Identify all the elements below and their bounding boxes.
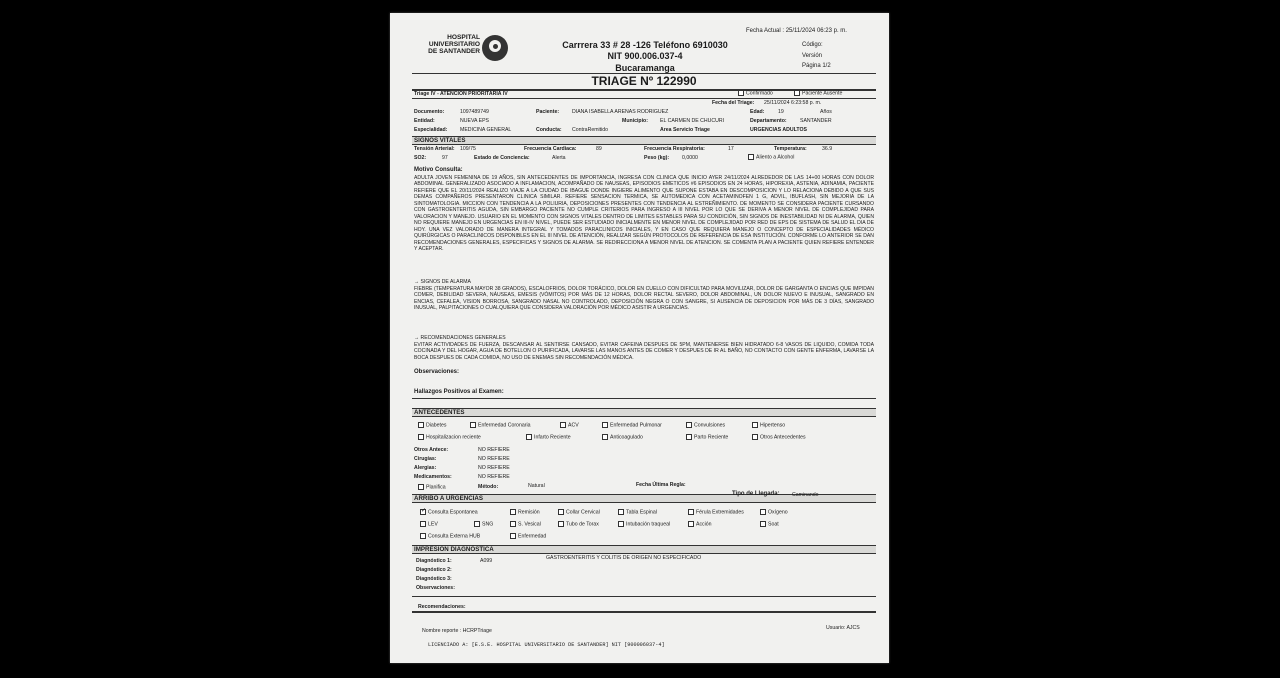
codigo-label: Código: [802,42,823,48]
arr-torax-box[interactable] [558,521,564,527]
ta-value: 109/75 [460,146,476,152]
cirugias-label: Cirugías: [414,456,437,462]
municipio-label: Municipio: [622,118,648,124]
ant-convulsiones-label: Convulsiones [694,422,726,429]
departamento-value: SANTANDER [800,118,832,124]
metodo-value: Natural [528,483,545,489]
fr-label: Frecuencia Respiratoria: [644,146,705,152]
ant-diabetes-label: Diabetes [426,422,447,429]
municipio-value: EL CARMEN DE CHUCURI [660,118,725,124]
version-label: Versión [802,53,823,59]
footer-reporte: Nombre reporte : HCRPTriage [422,628,492,634]
paciente-ausente-checkbox[interactable] [794,90,842,96]
arr-accion[interactable] [688,521,712,527]
ant-anticoagulado-box[interactable] [602,434,608,440]
ant-parto[interactable] [686,434,728,440]
ant-parto-box[interactable] [686,434,692,440]
arribo-section-title: ARRIBO A URGENCIAS [412,494,876,503]
edad-label: Edad: [750,109,765,115]
diagnostico-1-code: A099 [480,558,493,564]
fc-label: Frecuencia Cardiaca: [524,146,577,152]
footer-licencia: LICENCIADO A: [E.S.E. HOSPITAL UNIVERSITARIO DE SANTANDER] NIT [900006037-4] [428,642,665,648]
paciente-ausente-box[interactable] [794,90,800,96]
arr-oxigeno-box[interactable] [760,509,766,515]
documento-label: Documento: [414,109,445,115]
vitals-section-title: SIGNOS VITALES [412,136,876,145]
ant-pulmonar-label: Enfermedad Pulmonar [610,422,662,429]
arr-espontanea-box[interactable] [420,509,426,515]
alcohol-checkbox[interactable] [748,154,794,160]
ant-hospitalizacion[interactable] [418,434,481,440]
so2-label: SO2: [414,155,427,161]
recom-title: → RECOMENDACIONES GENERALES [414,335,506,341]
arr-sng-label: SNG [482,521,494,528]
alcohol-label: Aliento a Alcohol [756,154,795,161]
alcohol-box[interactable] [748,154,754,160]
alergias-value: NO REFIERE [478,465,510,471]
otros-antece-label: Otros Antece: [414,447,449,453]
arr-accion-label: Acción [696,521,712,528]
confirmado-checkbox[interactable] [738,90,773,96]
confirmado-label: Confirmado [746,90,773,97]
paciente-ausente-label: Paciente Ausente [802,90,843,97]
ant-acv-label: ACV [568,422,579,429]
ant-pulmonar[interactable] [602,422,662,428]
fc-value: 89 [596,146,602,152]
diagnostico-1-label: Diagnóstico 1: [416,558,452,564]
arr-remision[interactable] [510,509,540,515]
ant-otros-label: Otros Antecedentes [760,434,806,441]
ant-hipertenso-label: Hipertenso [760,422,786,429]
fecha-triage-label: Fecha del Triage: [712,100,755,106]
planifica-label: Planifica [426,484,446,491]
arr-consulta-externa-box[interactable] [420,533,426,539]
impresion-observaciones-label: Observaciones: [416,585,455,591]
arr-torax-label: Tubo de Torax [566,521,599,528]
ant-coronaria-label: Enfermedad Coronaria [478,422,531,429]
logo-text [420,34,480,55]
tipo-llegada-value: Caminando [792,492,819,498]
fecha-triage-value: 25/11/2024 6:23:58 p. m. [764,100,822,106]
arr-espontanea-label: Consulta Espontanea [428,509,478,516]
ant-otros-box[interactable] [752,434,758,440]
arr-ferula-box[interactable] [688,509,694,515]
ant-anticoagulado-label: Anticoagulado [610,434,643,441]
arr-vesical[interactable] [510,521,541,527]
arr-enfermedad-box[interactable] [510,533,516,539]
hospital-logo-icon [482,35,508,61]
ant-parto-label: Parto Reciente [694,434,729,441]
departamento-label: Departamento: [750,118,787,124]
ant-acv[interactable] [560,422,579,428]
triage-title: TRIAGE Nº 122990 [591,74,697,88]
especialidad-value: MEDICINA GENERAL [460,127,512,133]
recomendaciones-label: Recomendaciones: [418,604,466,610]
medicamentos-value: NO REFIERE [478,474,510,480]
tipo-llegada-label: Tipo de Llegada: [732,491,780,497]
documento-value: 1097489749 [460,109,489,115]
arr-ferula[interactable] [688,509,744,515]
arr-espontanea[interactable] [420,509,478,515]
especialidad-label: Especialidad: [414,127,448,133]
peso-value: 0,0000 [682,155,698,161]
ant-infarto[interactable] [526,434,571,440]
area-label: Area Servicio Triage [660,127,710,133]
diagnostico-3-label: Diagnóstico 3: [416,576,452,582]
cirugias-value: NO REFIERE [478,456,510,462]
entidad-value: NUEVA EPS [460,118,490,124]
alarma-title: → SIGNOS DE ALARMA [414,279,471,285]
arr-vesical-box[interactable] [510,521,516,527]
fr-value: 17 [728,146,734,152]
fecha-actual: Fecha Actual : 25/11/2024 06:23 p. m. [746,28,847,34]
arr-vesical-label: S. Vesical [518,521,541,528]
logo-line-1: HOSPITAL [447,34,480,41]
ant-acv-box[interactable] [560,422,566,428]
ant-anticoagulado[interactable] [602,434,643,440]
planifica-box[interactable] [418,484,424,490]
so2-value: 97 [442,155,448,161]
arr-enfermedad-label: Enfermedad [518,533,547,540]
hallazgos-label: Hallazgos Positivos al Examen: [414,389,504,395]
recom-text: EVITAR ACTIVIDADES DE FUERZA, DESCANSAR AL SENTIRSE CANSADO, EVITAR CAFEINA DESPUES DE 5PM, MANTENERSE BIEN HIDRATADO 6-8 VASOS DE LIQUIDO, COMIDA TODA COCINADA Y DEL HOGAR, AGUA DE BOTELLON O PURIFICADA, LAVARSE LAS MANOS ANTES DE COMER Y DESPUES DE IR AL BAÑO, NO CONTACTO CON GENTE ENFERMA, LAVARSE LA BOCA DESPUES DE CADA COMIDA, NO USO DE ENEMAS SIN RECOMENDACIÓN MÉDICA. [414,342,874,361]
arr-collar[interactable] [558,509,600,515]
arr-torax[interactable] [558,521,599,527]
logo-line-2: UNIVERSITARIO [428,41,480,48]
ant-diabetes-box[interactable] [418,422,424,428]
arr-consulta-externa-label: Consulta Externa HUB [428,533,481,540]
triage-document-page [390,13,889,663]
arr-sng-box[interactable] [474,521,480,527]
ant-hipertenso-box[interactable] [752,422,758,428]
triage-level: Triage IV - ATENCION PRIORITARIA IV [414,91,508,97]
footer-usuario: Usuario: AJCS [826,625,860,631]
ant-otros[interactable] [752,434,806,440]
diagnostico-2-label: Diagnóstico 2: [416,567,452,573]
peso-label: Peso (kg): [644,155,670,161]
ant-hospitalizacion-label: Hospitalizacion reciente [426,434,481,441]
medicamentos-label: Medicamentos: [414,474,452,480]
conciencia-label: Estado de Conciencia: [474,155,530,161]
arr-remision-label: Remisión [518,509,540,516]
conciencia-value: Alerta [552,155,566,161]
arr-lev-label: LEV [428,521,438,528]
header-nit: NIT 900.006.037-4 [607,51,683,61]
ant-hospitalizacion-box[interactable] [418,434,424,440]
paciente-label: Paciente: [536,109,560,115]
arr-soat-box[interactable] [760,521,766,527]
arr-consulta-externa[interactable] [420,533,480,539]
ant-infarto-box[interactable] [526,434,532,440]
edad-value: 19 [778,109,784,115]
ant-convulsiones[interactable] [686,422,725,428]
edad-unit: Años [820,109,832,115]
ant-convulsiones-box[interactable] [686,422,692,428]
arr-lev[interactable] [420,521,438,527]
antecedentes-section-title: ANTECEDENTES [412,408,876,417]
arr-remision-box[interactable] [510,509,516,515]
header-address: Carrrera 33 # 28 -126 Teléfono 6910030 [562,40,728,50]
ant-coronaria-box[interactable] [470,422,476,428]
arr-intubacion-box[interactable] [618,521,624,527]
fur-label: Fecha Última Regla: [636,482,686,488]
metodo-label: Método: [478,484,499,490]
diagnostico-1-desc: GASTROENTERITIS Y COLITIS DE ORIGEN NO ESPECIFICADO [546,555,702,561]
motivo-text: ADULTA JOVEN FEMENINA DE 19 AÑOS, SIN ANTECEDENTES DE IMPORTANCIA, INGRESA CON CLINICA QUE INICIO AYER 24/11/2024 ALREDEDOR DE LAS 14+00 HORAS CON DOLOR ABDOMINAL GENERALIZADO ASOCIADO A INFLAMACION, ACOMPAÑADO DE NAUSEAS, EPISODIOS EMETICOS #6 EPISODIOS EN 24 HORAS, HIPOREXIA, ASTENIA, ADINAMIA, PACIENTE REFIERE QUE EL 20/11/2024 REALIZO VIAJE A LA CIUDAD DE IBAGUE DONDE INGIERE ALIMENTO QUE SUPONE ESTABA EN DESCOMPOSICION Y LO RELACIONA DEBIDO A QUE SUS DEMAS COMPAÑEROS PRESENTARON CLINICA SIMILAR. REFIERE SENSACION TERMICA, SE AUTOMEDICA CON ACETAMINOFEN 1 G, ADVIL, IBUFLASH, SIN MEJORIA DE LA SINTOMATOLOGIA. MICCION CON TENDENCIA A LA POLIURIA, DEPOSICIONES PRESENTES CON TENDENCIA AL ESTREÑIMIENTO. DE MOMENTO SE CONSIDERA PACIENTE CURSANDO CON GASTROENTERITIS AGUDA, SIN EMBARGO PACIENTE NO CUMPLE CRITERIOS PARA INGRESO A III NIVEL POR LO QUE SE DERIVA A MENOR NIVEL DE COMPLEJIDAD PARA VALORACION Y MANEJO. USUARIO EN EL MOMENTO CON SIGNOS VITALES DENTRO DE LIMITES ESTABLES PARA SU CONDICIÓN, SIN SIGNOS DE INESTABILIDAD NI DE ALARMA, QUIEN NO REQUIERE MANEJO EN URGENCIAS EN III-IV NIVEL, PUEDE SER ESTUDIADO INICIALMENTE EN MENOR NIVEL DE COMPLEJIDAD POR RED DE EPS DE SISTEMA DE SALUD EL DIA DE HOY. UNA VEZ VALORADO DE MANERA INTEGRAL Y TOMADOS PARACLINICOS INICIALES, Y EN CASO QUE REQUIERA MANEJO O CONCEPTO DE ESPECIALIDADES MÉDICO QUIRÚRGICAS O PARACLINICOS DISPONIBLES EN EL III NIVEL DE ATENCIÓN, REALIZAR SEGÚN PROTOCOLOS DE REFERENCIA DE ESA INSTITUCIÓN. CONFORME LO ANTERIOR SE DAN RECOMENDACIONES GENERALES, ESPECIFICAS Y SIGNOS DE ALARMA. SE REDIRECCIONA A MENOR NIVEL DE ATENCION. SE COMENTA PLAN A PACIENTE QUIEN REFIERE ENTENDER Y ACEPTAR. [414,175,874,252]
arr-soat-label: Soat [768,521,779,528]
arr-lev-box[interactable] [420,521,426,527]
arr-ferula-label: Férula Extremidades [696,509,744,516]
motivo-label: Motivo Consulta: [414,167,463,173]
otros-antece-value: NO REFIERE [478,447,510,453]
arr-soat[interactable] [760,521,779,527]
temp-value: 36.9 [822,146,833,152]
confirmado-box[interactable] [738,90,744,96]
ant-diabetes[interactable] [418,422,446,428]
observaciones-label: Observaciones: [414,369,460,375]
impresion-section-title: IMPRESION DIAGNÓSTICA [412,545,876,554]
header-city: Bucaramanga [615,63,675,73]
conducta-label: Conducta: [536,127,562,133]
temp-label: Temperatura: [774,146,807,152]
ant-pulmonar-box[interactable] [602,422,608,428]
arr-enfermedad[interactable] [510,533,546,539]
ant-coronaria[interactable] [470,422,530,428]
arr-oxigeno[interactable] [760,509,788,515]
arr-oxigeno-label: Oxígeno [768,509,788,516]
entidad-label: Entidad: [414,118,435,124]
arr-tabla[interactable] [618,509,657,515]
arr-tabla-box[interactable] [618,509,624,515]
planifica-checkbox[interactable] [418,484,446,490]
arr-collar-box[interactable] [558,509,564,515]
pagina-label: Página 1/2 [802,63,831,69]
conducta-value: ContraRemitido [572,127,609,133]
arr-intubacion[interactable] [618,521,670,527]
alergias-label: Alergias: [414,465,437,471]
arr-tabla-label: Tabla Espinal [626,509,657,516]
ta-label: Tensión Arterial: [414,146,455,152]
arr-sng[interactable] [474,521,493,527]
ant-hipertenso[interactable] [752,422,785,428]
alarma-text: FIEBRE (TEMPERATURA MAYOR 38 GRADOS), ESCALOFRIOS, DOLOR TORÁCICO, DOLOR EN CUELLO CON DIFICULTAD PARA MOVILIZAR, DOLOR DE GARGANTA O ENCIAS QUE IMPIDAN COMER, DEBILIDAD SEVERA, NÁUSEAS, EMESIS (VÓMITOS) POR MÁS DE 12 HORAS, DOLOR RECTAL SEVERO, DOLOR ABDOMINAL, UN DOLOR NUEVO E INUSUAL, SANGRADO EN ENCIAS, CEFALEA, VISION BORROSA, SANGRADO NASAL NO CONTROLADO, DEPOSICIÓN NEGRA O CON SANGRE, SI AUSENCIA DE DEPOSICION POR MÁS DE 3 DÍAS, SANGRADO INUSUAL, PALPITACIONES O CUALQUIERA QUE CONSIDERA VALORACIÓN POR MÉDICO ASISTIR A URGENCIAS. [414,286,874,312]
arr-collar-label: Collar Cervical [566,509,600,516]
arr-intubacion-label: Intubación traqueal [626,521,671,528]
arr-accion-box[interactable] [688,521,694,527]
area-value: URGENCIAS ADULTOS [750,127,807,133]
logo-line-3: DE SANTANDER [428,48,480,55]
ant-infarto-label: Infarto Reciente [534,434,571,441]
paciente-value: DIANA ISABELLA ARENAS RODRIGUEZ [572,109,669,115]
